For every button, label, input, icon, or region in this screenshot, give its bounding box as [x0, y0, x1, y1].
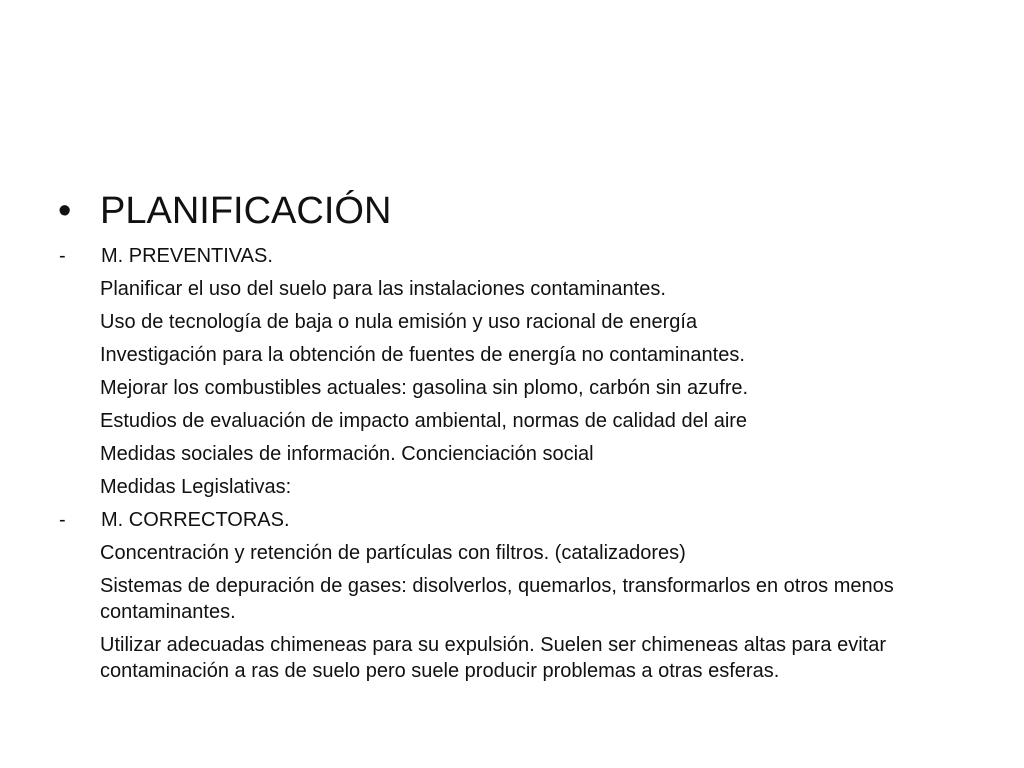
item-text: Medidas sociales de información. Concienciación social: [100, 443, 594, 465]
section-heading-text: M. CORRECTORAS.: [101, 509, 290, 531]
section-heading-preventivas: [58, 243, 958, 269]
item-indent: [58, 540, 100, 566]
item-text: Estudios de evaluación de impacto ambiental, normas de calidad del aire: [100, 410, 748, 432]
item-indent: [58, 474, 100, 500]
item-text: Investigación para la obtención de fuentes de energía no contaminantes.: [100, 344, 745, 366]
list-item: [58, 375, 958, 401]
item-text: Sistemas de depuración de gases: disolverlos, quemarlos, transformarlos en otros menos contaminantes.: [100, 575, 894, 623]
list-item: [58, 632, 958, 684]
slide-title-row: [58, 186, 391, 236]
section-heading-text: M. PREVENTIVAS.: [101, 245, 273, 267]
list-item: [58, 276, 958, 302]
slide-title: PLANIFICACIÓN: [100, 190, 392, 232]
list-item: [58, 573, 958, 625]
item-indent: [58, 309, 100, 335]
item-text: Concentración y retención de partículas con filtros. (catalizadores): [100, 542, 686, 564]
item-text: Mejorar los combustibles actuales: gasolina sin plomo, carbón sin azufre.: [100, 377, 749, 399]
title-bullet: •: [58, 190, 72, 232]
dash-marker: -: [59, 509, 66, 531]
item-indent: [58, 276, 100, 302]
item-indent: [58, 441, 100, 467]
item-text: Planificar el uso del suelo para las instalaciones contaminantes.: [100, 278, 666, 300]
list-item: [58, 342, 958, 368]
section-heading-correctoras: [58, 507, 958, 533]
list-item: [58, 309, 958, 335]
item-indent: [58, 375, 100, 401]
item-indent: [58, 573, 100, 625]
list-item: [58, 474, 958, 500]
item-indent: [58, 342, 100, 368]
list-item: [58, 441, 958, 467]
item-text: Utilizar adecuadas chimeneas para su expulsión. Suelen ser chimeneas altas para evitar contaminación a ras de suelo pero suele producir problemas a otras esferas.: [100, 634, 886, 682]
item-text: Medidas Legislativas:: [100, 476, 292, 498]
item-indent: [58, 408, 100, 434]
list-item: [58, 540, 958, 566]
list-item: [58, 408, 958, 434]
slide-body: [58, 243, 958, 691]
item-indent: [58, 632, 100, 684]
dash-marker: -: [59, 245, 66, 267]
item-text: Uso de tecnología de baja o nula emisión y uso racional de energía: [100, 311, 698, 333]
